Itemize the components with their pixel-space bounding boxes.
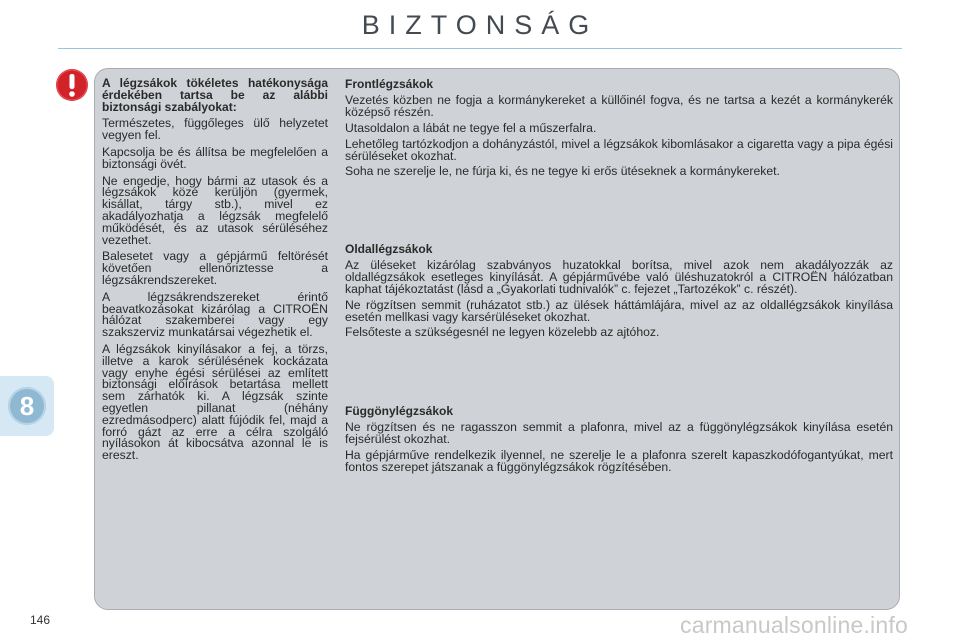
chapter-number: 8 <box>8 387 46 425</box>
front-paragraph: Vezetés közben ne fogja a kormánykereket a küllőinél fogva, és ne tartsa a kezét a kormánykerék középső részén. <box>345 92 893 119</box>
front-airbags-section <box>345 79 893 182</box>
side-airbags-title: Oldallégzsákok <box>345 242 433 256</box>
warning-paragraph: Ne engedje, hogy bármi az utasok és a légzsákok közé kerüljön (gyermek, kisállat, tárgy stb.), mivel ez akadályozhatja a légzsák megfelelő működését, és az utasok sérüléséhez vezethet. <box>102 173 328 247</box>
header-divider <box>58 48 902 49</box>
warning-paragraph: A légzsákok kinyílásakor a fej, a törzs, illetve a karok sérülésének kockázata vagy enyhe égési sérülései az említett biztonsági előírások betartása mellett sem zárhatók ki. A légzsák szinte egyetlen pillanat (néhány ezredmásodperc) alatt fújódik fel, majd a forró gázt az erre a célra szolgáló nyílásokon át kibocsátva azonnal le is ereszt. <box>102 341 328 463</box>
page-title: BIZTONSÁG <box>361 10 599 40</box>
side-paragraph: Felsőteste a szükségesnél ne legyen közelebb az ajtóhoz. <box>345 325 660 340</box>
warning-paragraph: Balesetet vagy a gépjármű feltörését követően ellenőriztesse a légzsákrendszereket. <box>102 249 328 287</box>
page-number: 146 <box>30 613 51 627</box>
watermark: carmanualsonline.info <box>680 612 908 638</box>
side-paragraph: Ne rögzítsen semmit (ruházatot stb.) az ülések háttámlájára, mivel az az oldallégzsákok kinyílása esetén mellkasi vagy karsérüléseket okozhat. <box>345 297 893 324</box>
exclamation-warning-icon <box>55 68 89 102</box>
warning-column <box>102 78 328 467</box>
warning-title: A légzsákok tökéletes hatékonysága érdekében tartsa be az alábbi biztonsági szabályokat: <box>102 76 328 114</box>
curtain-airbags-section <box>345 406 893 478</box>
side-airbags-section <box>345 244 893 343</box>
front-airbags-title: Frontlégzsákok <box>345 77 434 91</box>
front-paragraph: Utasoldalon a lábát ne tegye fel a műszerfalra. <box>345 120 597 135</box>
curtain-paragraph: Ne rögzítsen és ne ragasszon semmit a plafonra, mivel az a függönylégzsákok kinyílása esetén fejsérülést okozhat. <box>345 419 893 446</box>
warning-paragraph: Kapcsolja be és állítsa be megfelelően a biztonsági övét. <box>102 144 328 171</box>
front-paragraph: Soha ne szerelje le, ne fúrja ki, és ne tegye ki erős ütéseknek a kormánykereket. <box>345 164 780 179</box>
front-paragraph: Lehetőleg tartózkodjon a dohányzástól, mivel a légzsákok kibomlásakor a cigaretta vagy a pipa égési sérüléseket okozhat. <box>345 136 893 163</box>
curtain-paragraph: Ha gépjárműve rendelkezik ilyennel, ne szerelje le a plafonra szerelt kapaszkodófogantyúkat, mert fontos szerepet játszanak a függönylégzsákok rögzítésében. <box>345 447 893 474</box>
side-paragraph: Az üléseket kizárólag szabványos huzatokkal borítsa, mivel azok nem akadályozzák az oldallégzsákok esetleges kinyílását. A gépjárművébe való üléshuzatokról a CITROËN hálózatban kaphat tájékoztatást (lásd a „Gyakorlati tudnivalók” c. fejezet „Tartozékok” c. részét). <box>345 257 893 296</box>
chapter-tab <box>0 376 54 436</box>
curtain-airbags-title: Függönylégzsákok <box>345 404 454 418</box>
warning-paragraph: A légzsákrendszereket érintő beavatkozásokat kizárólag a CITROËN hálózat szakemberei vagy egy szakszerviz munkatársai végezhetik el. <box>102 289 328 340</box>
warning-paragraph: Természetes, függőleges ülő helyzetet vegyen fel. <box>102 116 328 143</box>
